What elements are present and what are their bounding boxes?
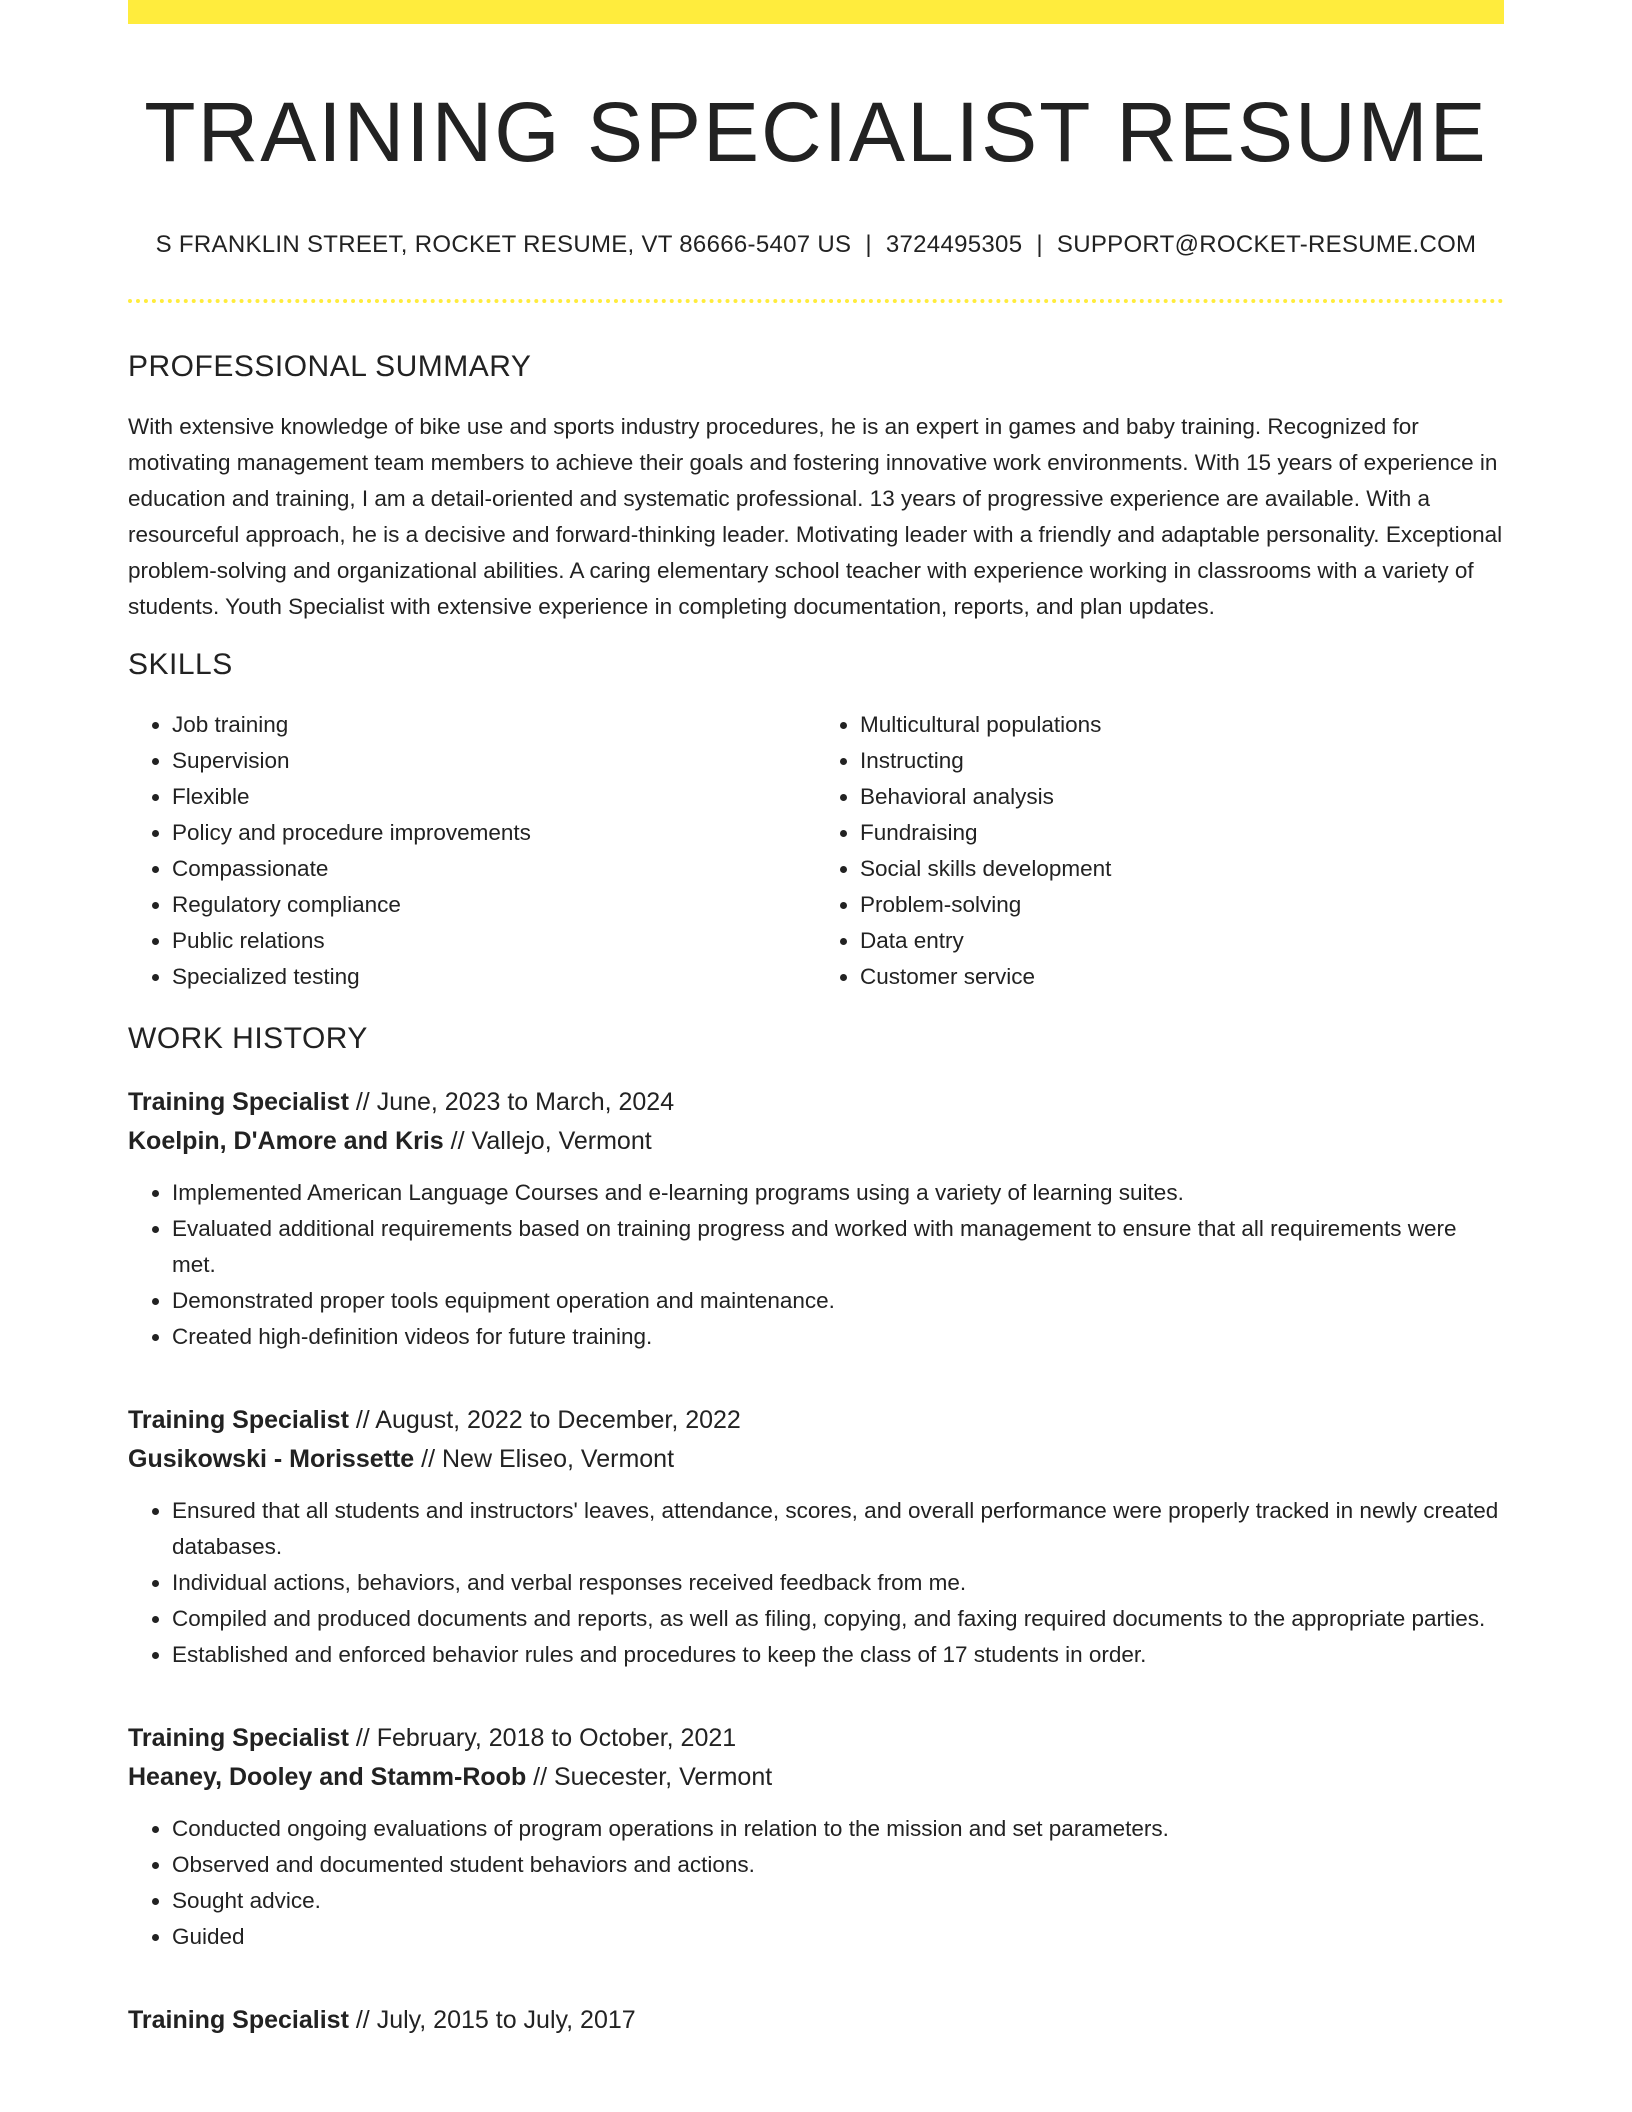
skill-item: • Instructing — [860, 743, 1504, 779]
job-duties — [128, 1175, 1504, 1355]
skill-item: • Social skills development — [860, 851, 1504, 887]
job-location: // Suecester, Vermont — [526, 1763, 773, 1792]
skill-item: • Fundraising — [860, 815, 1504, 851]
contact-separator: | — [1036, 230, 1043, 258]
job-duty-item: • Compiled and produced documents and reports, as well as filing, copying, and faxing required documents to the appropriate parties. — [172, 1601, 1504, 1637]
resume-title: TRAINING SPECIALIST RESUME — [144, 85, 1488, 179]
job-duty-item: • Guided — [172, 1919, 1504, 1955]
job-company: Gusikowski - Morissette — [128, 1445, 415, 1474]
job-duties — [128, 1493, 1504, 1673]
skill-item: • Problem-solving — [860, 887, 1504, 923]
contact-email[interactable]: SUPPORT@ROCKET-RESUME.COM — [1056, 230, 1477, 258]
job-entry — [128, 1401, 1504, 1673]
skill-item: • Compassionate — [172, 851, 816, 887]
job-duties — [128, 1811, 1504, 1955]
dotted-divider — [128, 299, 1504, 303]
job-location: // Vallejo, Vermont — [443, 1127, 652, 1156]
skills-column-right — [816, 707, 1504, 995]
work-history-list — [128, 1083, 1504, 2040]
job-dates: // July, 2015 to July, 2017 — [348, 2006, 636, 2035]
job-company: Koelpin, D'Amore and Kris — [128, 1127, 444, 1156]
contact-separator: | — [865, 230, 872, 258]
skill-item: • Job training — [172, 707, 816, 743]
skill-item: • Specialized testing — [172, 959, 816, 995]
skill-item: • Data entry — [860, 923, 1504, 959]
contact-address: S FRANKLIN STREET, ROCKET RESUME, VT 86666-5407 US — [155, 230, 852, 258]
skill-item: • Policy and procedure improvements — [172, 815, 816, 851]
skills-list — [128, 707, 1504, 995]
job-location: // New Eliseo, Vermont — [414, 1445, 675, 1474]
skill-item: • Supervision — [172, 743, 816, 779]
job-company-line — [128, 1440, 1504, 1479]
job-dates: // February, 2018 to October, 2021 — [348, 1724, 737, 1753]
job-title: Training Specialist — [128, 2006, 349, 2035]
job-dates: // August, 2022 to December, 2022 — [348, 1406, 741, 1435]
job-company-line — [128, 1758, 1504, 1797]
job-duty-item: • Created high-definition videos for future training. — [172, 1319, 1504, 1355]
job-entry — [128, 2001, 1504, 2040]
job-duty-item: • Evaluated additional requirements based on training progress and worked with management to ensure that all requirements were met. — [172, 1211, 1504, 1283]
job-duty-item: • Sought advice. — [172, 1883, 1504, 1919]
job-entry — [128, 1083, 1504, 1355]
job-company-line — [128, 1122, 1504, 1161]
job-duty-item: • Ensured that all students and instructors' leaves, attendance, scores, and overall performance were properly tracked in newly created databases. — [172, 1493, 1504, 1565]
job-title-line — [128, 1401, 1504, 1440]
summary-heading: PROFESSIONAL SUMMARY — [128, 349, 532, 383]
resume-page — [128, 0, 1504, 2040]
job-title: Training Specialist — [128, 1406, 349, 1435]
skill-item: • Flexible — [172, 779, 816, 815]
top-accent-bar — [128, 0, 1504, 24]
job-company: Heaney, Dooley and Stamm-Roob — [128, 1763, 527, 1792]
work-history-heading: WORK HISTORY — [128, 1022, 368, 1056]
job-title-line — [128, 1719, 1504, 1758]
skill-item: • Regulatory compliance — [172, 887, 816, 923]
job-entry — [128, 1719, 1504, 1955]
job-title-line — [128, 1083, 1504, 1122]
contact-line — [128, 231, 1504, 259]
job-duty-item: • Individual actions, behaviors, and verbal responses received feedback from me. — [172, 1565, 1504, 1601]
contact-phone[interactable]: 3724495305 — [885, 230, 1023, 258]
skill-item: • Public relations — [172, 923, 816, 959]
skills-column-left — [128, 707, 816, 995]
skill-item: • Behavioral analysis — [860, 779, 1504, 815]
summary-text: With extensive knowledge of bike use and sports industry procedures, he is an expert in games and baby training. Recognized for motivating management team members to achieve their goals and fostering innovative work environments. With 15 years of experience in education and training, I am a detail-oriented and systematic professional. 13 years of progressive experience are available. With a resourceful approach, he is a decisive and forward-thinking leader. Motivating leader with a friendly and adaptable personality. Exceptional problem-solving and organizational abilities. A caring elementary school teacher with experience working in classrooms with a variety of students. Youth Specialist with extensive experience in completing documentation, reports, and plan updates. — [128, 413, 1503, 619]
job-duty-item: • Observed and documented student behaviors and actions. — [172, 1847, 1504, 1883]
job-title-line — [128, 2001, 1504, 2040]
job-duty-item: • Implemented American Language Courses and e-learning programs using a variety of learning suites. — [172, 1175, 1504, 1211]
skills-heading: SKILLS — [128, 648, 233, 682]
job-duty-item: • Established and enforced behavior rules and procedures to keep the class of 17 students in order. — [172, 1637, 1504, 1673]
job-title: Training Specialist — [128, 1724, 349, 1753]
job-title: Training Specialist — [128, 1088, 349, 1117]
skill-item: • Customer service — [860, 959, 1504, 995]
job-dates: // June, 2023 to March, 2024 — [348, 1088, 675, 1117]
job-duty-item: • Conducted ongoing evaluations of program operations in relation to the mission and set parameters. — [172, 1811, 1504, 1847]
skill-item: • Multicultural populations — [860, 707, 1504, 743]
job-duty-item: • Demonstrated proper tools equipment operation and maintenance. — [172, 1283, 1504, 1319]
